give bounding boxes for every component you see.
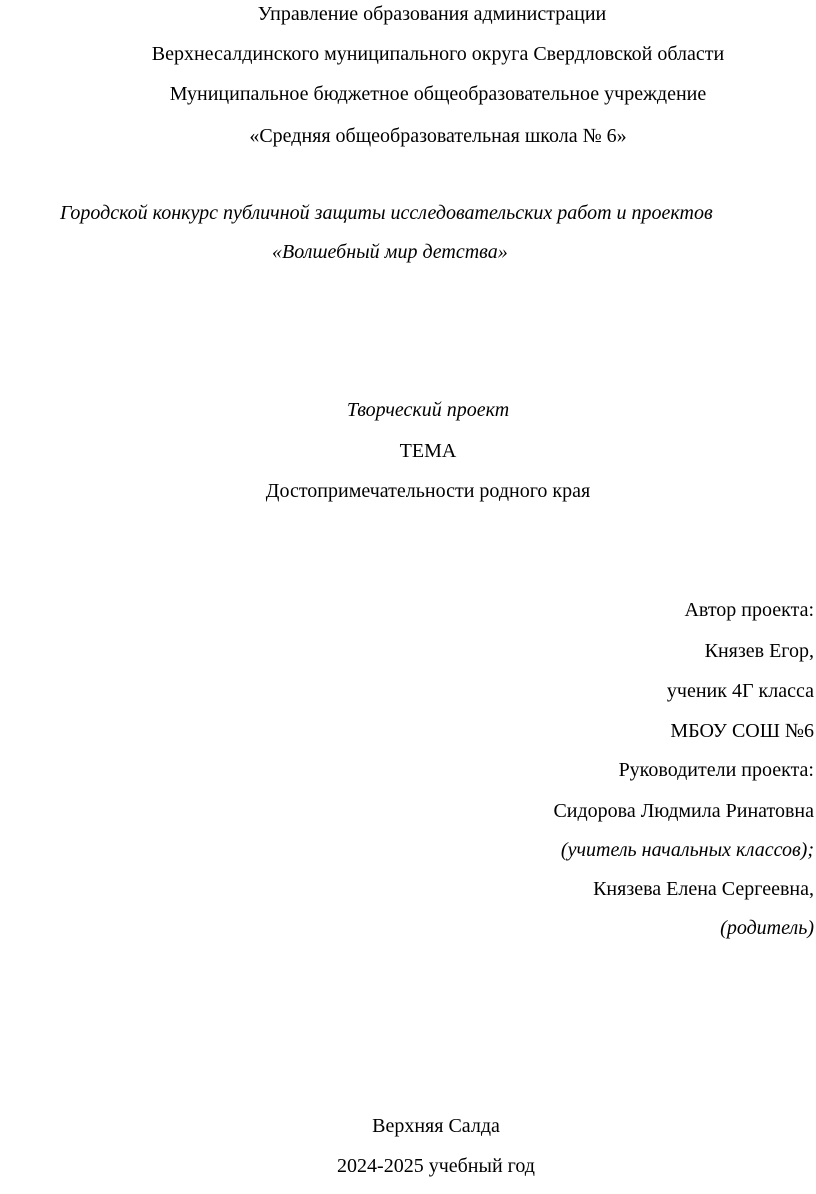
author-class: ученик 4Г класса xyxy=(666,680,814,702)
author-name: Князев Егор, xyxy=(704,640,814,662)
supervisor1-role: (учитель начальных классов); xyxy=(560,839,814,861)
theme-label: ТЕМА xyxy=(399,440,457,462)
header-municipal-district: Верхнесалдинского муниципального округа Свердловской области xyxy=(151,43,725,65)
supervisors-label: Руководители проекта: xyxy=(618,759,814,781)
supervisor2-role: (родитель) xyxy=(720,917,814,939)
footer-year: 2024-2025 учебный год xyxy=(337,1155,535,1177)
contest-name: «Волшебный мир детства» xyxy=(272,241,508,263)
supervisor1-name: Сидорова Людмила Ринатовна xyxy=(553,800,814,822)
header-school-name: «Средняя общеобразовательная школа № 6» xyxy=(249,125,627,147)
footer-city: Верхняя Салда xyxy=(372,1115,500,1137)
project-type: Творческий проект xyxy=(346,399,510,421)
author-label: Автор проекта: xyxy=(684,599,814,621)
author-school: МБОУ СОШ №6 xyxy=(670,720,814,742)
project-theme: Достопримечательности родного края xyxy=(265,480,591,502)
header-education-department: Управление образования администрации xyxy=(257,3,607,25)
supervisor2-name: Князева Елена Сергеевна, xyxy=(593,878,814,900)
header-institution-type: Муниципальное бюджетное общеобразовательное учреждение xyxy=(169,83,707,105)
contest-title: Городской конкурс публичной защиты исследовательских работ и проектов xyxy=(60,202,713,224)
